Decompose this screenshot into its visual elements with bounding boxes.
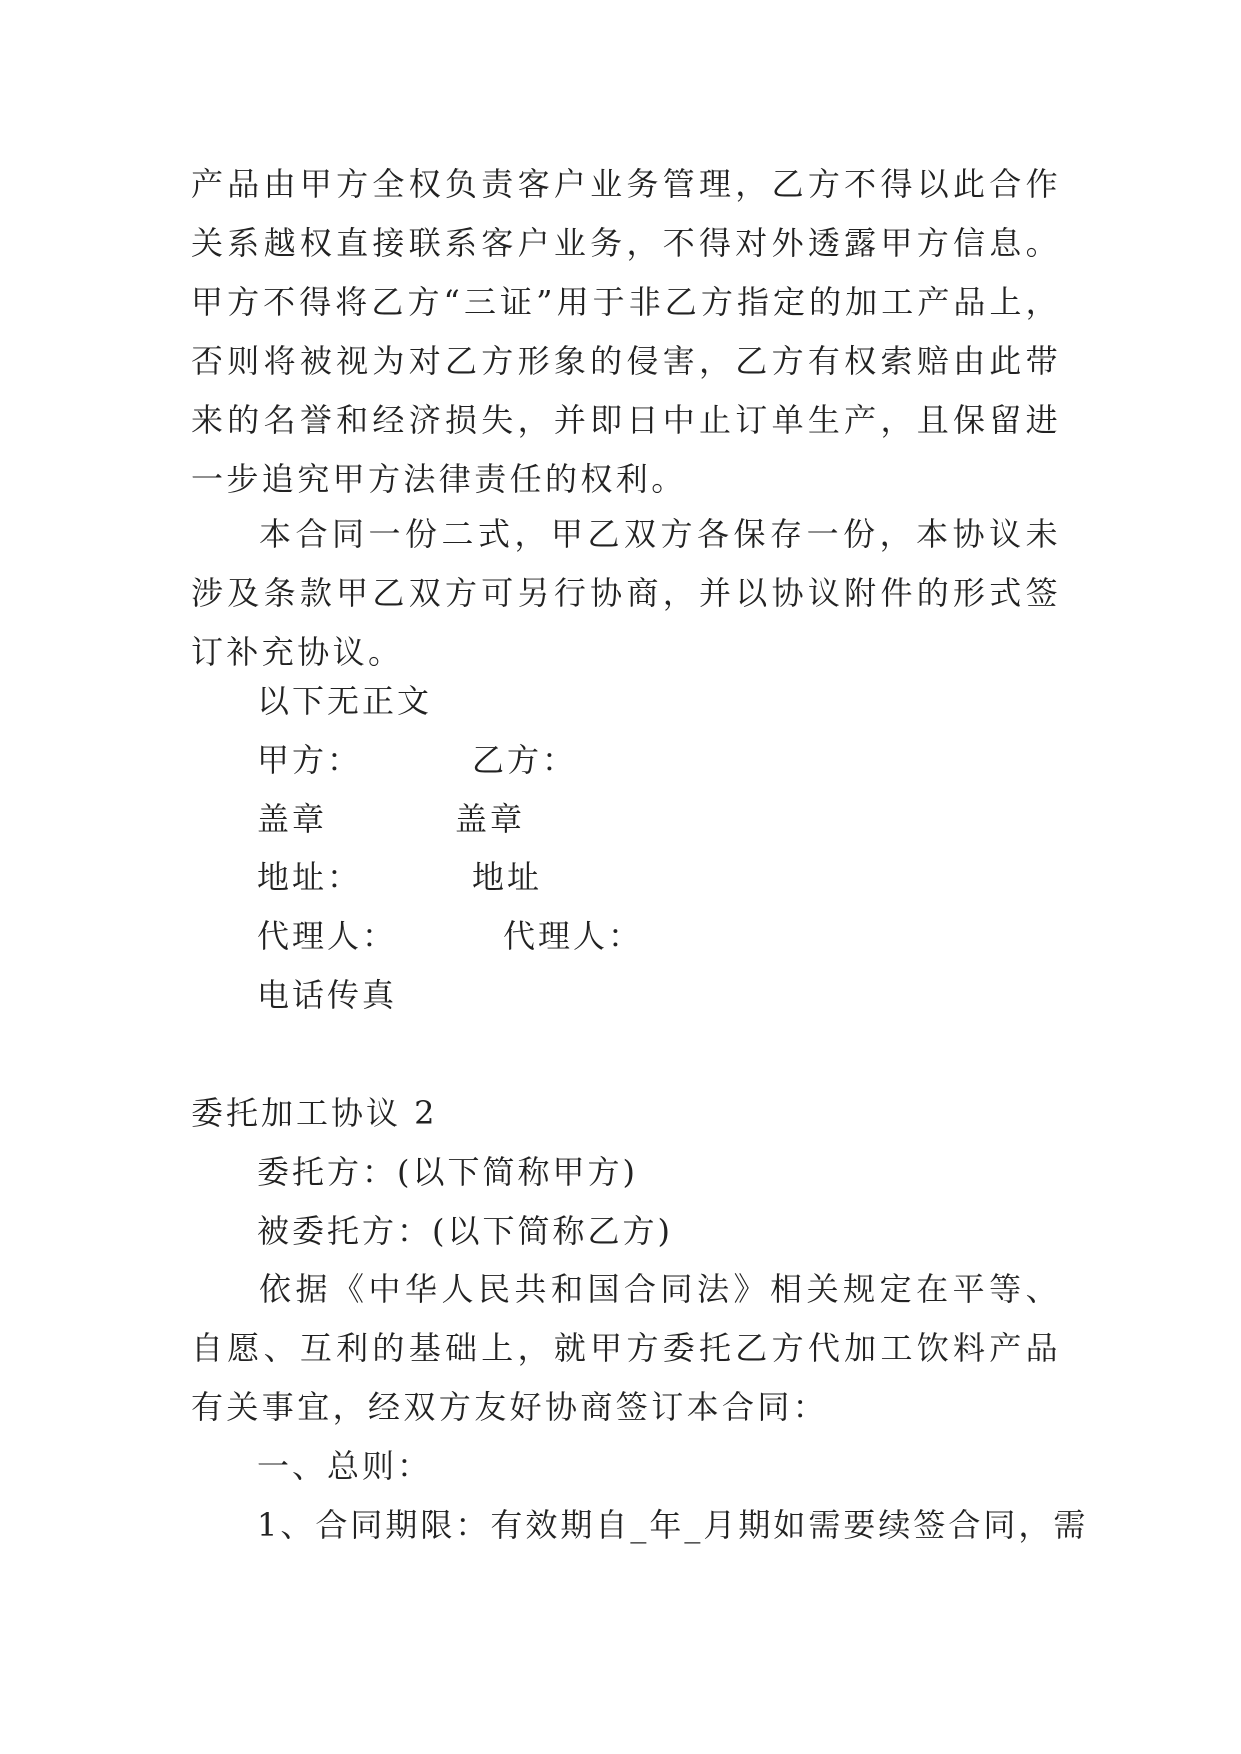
no-further-text-note: 以下无正文 — [257, 682, 433, 720]
entrusted-party-line: 被委托方：(以下简称乙方) — [257, 1212, 673, 1250]
paragraph-intro: 依据《中华人民共和国合同法》相关规定在平等、自愿、互利的基础上，就甲方委托乙方代加工饮料产品有关事宜，经双方友好协商签订本合同： — [191, 1270, 1061, 1426]
contract-term-clause: 1、合同期限：有效期自_年_月期如需要续签合同，需 — [257, 1506, 1089, 1544]
seal-a-label: 盖章 — [257, 800, 328, 838]
agent-a-label: 代理人： — [257, 917, 398, 955]
address-b-label: 地址 — [472, 858, 543, 896]
address-a-label: 地址： — [257, 858, 363, 896]
party-b-label: 乙方： — [472, 741, 578, 779]
agent-b-label: 代理人： — [503, 917, 644, 955]
paragraph-confidentiality: 产品由甲方全权负责客户业务管理，乙方不得以此合作关系越权直接联系客户业务，不得对外透露甲方信息。甲方不得将乙方“三证”用于非乙方指定的加工产品上，否则将被视为对乙方形象的侵害，乙方有权索赔由此带来的名誉和经济损失，并即日中止订单生产，且保留进一步追究甲方法律责任的权利。 — [191, 165, 1061, 498]
phone-fax-label: 电话传真 — [257, 976, 398, 1014]
entrusting-party-line: 委托方：(以下简称甲方) — [257, 1153, 638, 1191]
general-heading: 一、总则： — [257, 1447, 433, 1485]
paragraph-copies: 本合同一份二式，甲乙双方各保存一份，本协议未涉及条款甲乙双方可另行协商，并以协议附件的形式签订补充协议。 — [191, 515, 1061, 671]
section-title: 委托加工协议 2 — [191, 1094, 438, 1132]
seal-b-label: 盖章 — [455, 800, 526, 838]
party-a-label: 甲方： — [257, 741, 363, 779]
